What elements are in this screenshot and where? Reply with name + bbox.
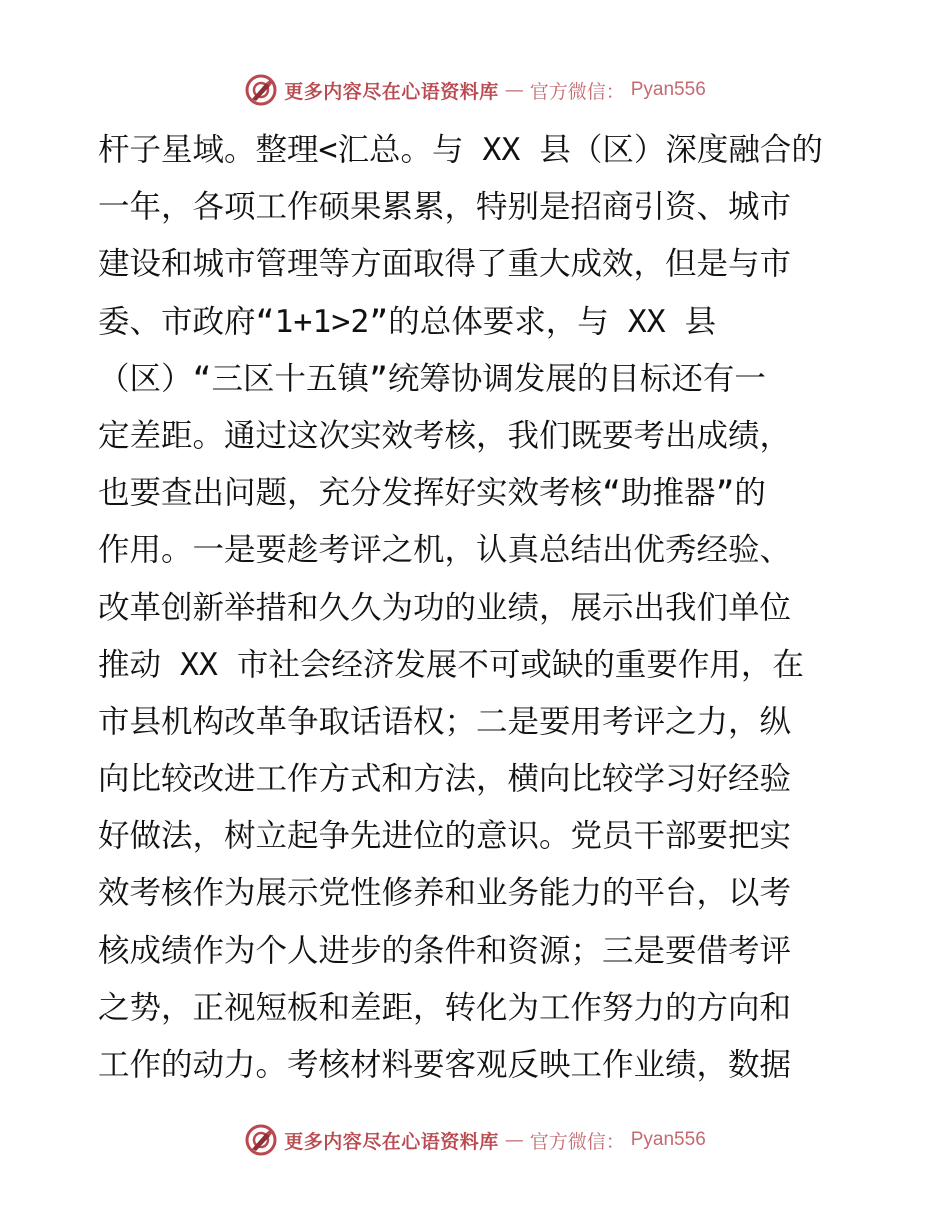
header-banner (0, 72, 950, 108)
body-line: 委、市政府“1+1>2”的总体要求，与 XX 县 (98, 303, 717, 340)
footer-wechat-label: 官方微信： (529, 1130, 625, 1153)
body-line: 好做法，树立起争先进位的意识。党员干部要把实 (98, 818, 792, 855)
header-brand-text: 更多内容尽在心语资料库 (284, 80, 499, 103)
body-line: 一年，各项工作硕果累累，特别是招商引资、城市 (98, 189, 792, 226)
brand-logo-icon (244, 73, 278, 107)
body-line: 向比较改进工作方式和方法，横向比较学习好经验 (98, 761, 792, 798)
body-line: 建设和城市管理等方面取得了重大成效，但是与市 (98, 246, 792, 283)
header-separator: — (504, 79, 524, 101)
body-line: 杆子星域。整理<汇总。与 XX 县（区）深度融合的 (98, 132, 823, 168)
body-line: 定差距。通过这次实效考核，我们既要考出成绩， (98, 417, 792, 454)
footer-wechat-id: Pyan556 (630, 1129, 706, 1150)
body-line: 之势，正视短板和差距，转化为工作努力的方向和 (98, 989, 792, 1026)
brand-logo-icon (244, 1123, 278, 1157)
header-wechat-id: Pyan556 (630, 79, 706, 100)
body-line: （区）“三区十五镇”统筹协调发展的目标还有一 (98, 360, 766, 397)
footer-separator: — (504, 1129, 524, 1151)
document-body (98, 122, 858, 1094)
body-line: 市县机构改革争取话语权；二是要用考评之力，纵 (98, 703, 792, 740)
header-wechat-label: 官方微信： (529, 80, 625, 103)
body-line: 核成绩作为个人进步的条件和资源；三是要借考评 (98, 932, 792, 969)
body-line: 改革创新举措和久久为功的业绩，展示出我们单位 (98, 589, 792, 626)
body-line: 作用。一是要趁考评之机，认真总结出优秀经验、 (98, 532, 792, 569)
footer-brand-text: 更多内容尽在心语资料库 (284, 1130, 499, 1153)
footer-banner (0, 1122, 950, 1158)
body-line: 推动 XX 市社会经济发展不可或缺的重要作用，在 (98, 646, 804, 683)
body-line: 工作的动力。考核材料要客观反映工作业绩，数据 (98, 1047, 792, 1083)
body-line: 也要查出问题，充分发挥好实效考核“助推器”的 (98, 475, 766, 512)
body-line: 效考核作为展示党性修养和业务能力的平台，以考 (98, 875, 792, 912)
